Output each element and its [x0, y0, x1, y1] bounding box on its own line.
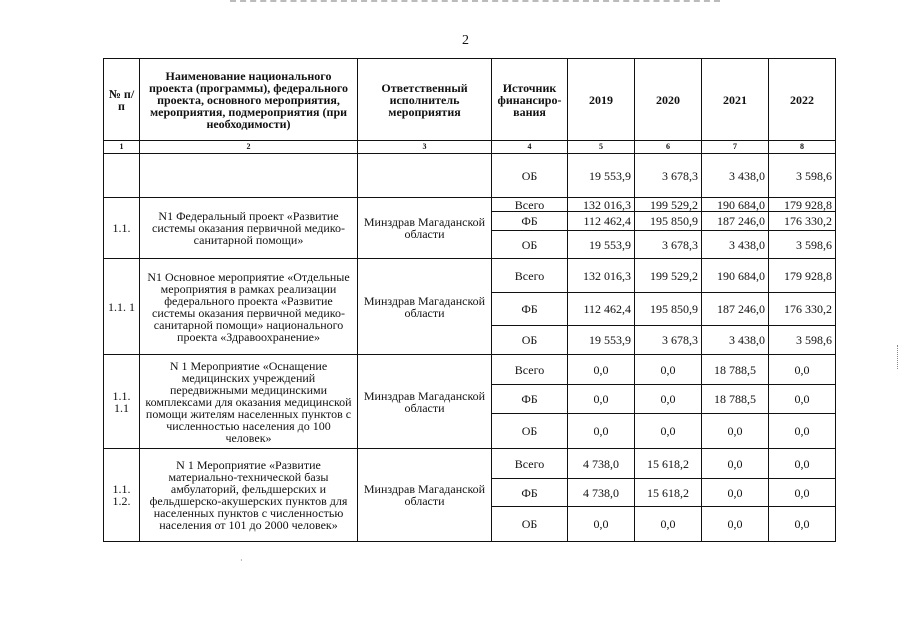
header-year: 2019 [568, 59, 635, 141]
row-no [104, 154, 140, 198]
value-cell: 15 618,2 [635, 479, 702, 507]
value-cell: 18 788,5 [702, 355, 769, 385]
column-index: 3 [358, 141, 492, 154]
value-cell: 0,0 [702, 449, 769, 479]
value-cell: 199 529,2 [635, 198, 702, 212]
header-no: № п/п [104, 59, 140, 141]
row-source: Всего [492, 355, 568, 385]
value-cell: 199 529,2 [635, 259, 702, 293]
value-cell: 19 553,9 [568, 154, 635, 198]
table-header-row [104, 59, 836, 141]
scan-artifact-line [230, 0, 720, 4]
row-source: ФБ [492, 212, 568, 231]
header-year: 2020 [635, 59, 702, 141]
column-index: 6 [635, 141, 702, 154]
value-cell: 0,0 [635, 385, 702, 414]
scan-speck: · [240, 556, 243, 565]
value-cell: 0,0 [568, 507, 635, 542]
value-cell: 0,0 [769, 385, 836, 414]
header-year: 2022 [769, 59, 836, 141]
financing-table [103, 58, 836, 542]
value-cell: 3 598,6 [769, 231, 836, 259]
value-cell: 132 016,3 [568, 198, 635, 212]
row-source: ФБ [492, 385, 568, 414]
value-cell: 4 738,0 [568, 479, 635, 507]
value-cell: 0,0 [769, 355, 836, 385]
row-executor: Минздрав Магаданской области [358, 259, 492, 355]
value-cell: 3 598,6 [769, 154, 836, 198]
value-cell: 176 330,2 [769, 293, 836, 326]
value-cell: 0,0 [769, 414, 836, 449]
row-source: Всего [492, 259, 568, 293]
table-row [104, 355, 836, 385]
row-no: 1.1. 1.2. [104, 449, 140, 542]
column-index: 7 [702, 141, 769, 154]
table-row [104, 259, 836, 293]
row-source: ФБ [492, 479, 568, 507]
value-cell: 112 462,4 [568, 293, 635, 326]
value-cell: 0,0 [702, 479, 769, 507]
column-index: 5 [568, 141, 635, 154]
value-cell: 179 928,8 [769, 259, 836, 293]
column-index: 8 [769, 141, 836, 154]
value-cell: 4 738,0 [568, 449, 635, 479]
header-year: 2021 [702, 59, 769, 141]
row-no: 1.1. 1.1 [104, 355, 140, 449]
row-source: ФБ [492, 293, 568, 326]
column-index-row [104, 141, 836, 154]
column-index: 1 [104, 141, 140, 154]
header-source: Источник финансиро-вания [492, 59, 568, 141]
table-row [104, 198, 836, 212]
value-cell: 176 330,2 [769, 212, 836, 231]
value-cell: 132 016,3 [568, 259, 635, 293]
value-cell: 112 462,4 [568, 212, 635, 231]
table-row [104, 449, 836, 479]
column-index: 4 [492, 141, 568, 154]
row-source: ОБ [492, 507, 568, 542]
value-cell: 3 678,3 [635, 231, 702, 259]
value-cell: 0,0 [702, 414, 769, 449]
row-source: ОБ [492, 231, 568, 259]
value-cell: 0,0 [568, 414, 635, 449]
row-executor: Минздрав Магаданской области [358, 198, 492, 259]
value-cell: 0,0 [568, 355, 635, 385]
value-cell: 15 618,2 [635, 449, 702, 479]
row-source: ОБ [492, 154, 568, 198]
row-executor: Минздрав Магаданской области [358, 355, 492, 449]
value-cell: 0,0 [635, 507, 702, 542]
value-cell: 3 678,3 [635, 326, 702, 355]
value-cell: 195 850,9 [635, 212, 702, 231]
page-number: 2 [462, 33, 469, 48]
row-no: 1.1. [104, 198, 140, 259]
value-cell: 3 678,3 [635, 154, 702, 198]
row-executor: Минздрав Магаданской области [358, 449, 492, 542]
value-cell: 195 850,9 [635, 293, 702, 326]
value-cell: 190 684,0 [702, 259, 769, 293]
value-cell: 190 684,0 [702, 198, 769, 212]
value-cell: 187 246,0 [702, 293, 769, 326]
row-name: N1 Основное мероприятие «Отдельные мероприятия в рамках реализации федерального проекта «Развитие системы оказания первичной медико-санитарной помощи» национального проекта «Здравоохранение» [140, 259, 358, 355]
value-cell: 0,0 [702, 507, 769, 542]
row-executor [358, 154, 492, 198]
row-name: N 1 Мероприятие «Развитие материально-технической базы амбулаторий, фельдшерских и фельдшерско-акушерских пунктов для населенных пунктов с численностью населения от 101 до 2000 человек» [140, 449, 358, 542]
header-name: Наименование национального проекта (программы), федерального проекта, основного мероприятия, мероприятия, подмероприятия (при необходимости) [140, 59, 358, 141]
value-cell: 179 928,8 [769, 198, 836, 212]
value-cell: 0,0 [635, 355, 702, 385]
table-row [104, 154, 836, 198]
column-index: 2 [140, 141, 358, 154]
value-cell: 3 438,0 [702, 326, 769, 355]
row-source: ОБ [492, 326, 568, 355]
value-cell: 0,0 [769, 507, 836, 542]
value-cell: 3 598,6 [769, 326, 836, 355]
value-cell: 0,0 [769, 449, 836, 479]
value-cell: 0,0 [635, 414, 702, 449]
row-source: ОБ [492, 414, 568, 449]
value-cell: 3 438,0 [702, 231, 769, 259]
scan-dots [897, 345, 902, 369]
row-name: N1 Федеральный проект «Развитие системы оказания первичной медико-санитарной помощи» [140, 198, 358, 259]
header-executor: Ответственный исполнитель мероприятия [358, 59, 492, 141]
value-cell: 187 246,0 [702, 212, 769, 231]
row-source: Всего [492, 198, 568, 212]
value-cell: 19 553,9 [568, 231, 635, 259]
row-name: N 1 Мероприятие «Оснащение медицинских учреждений передвижными медицинскими комплексами для оказания медицинской помощи жителям населенных пунктов с численностью населения до 100 человек» [140, 355, 358, 449]
row-source: Всего [492, 449, 568, 479]
value-cell: 19 553,9 [568, 326, 635, 355]
row-name [140, 154, 358, 198]
value-cell: 3 438,0 [702, 154, 769, 198]
row-no: 1.1. 1 [104, 259, 140, 355]
value-cell: 0,0 [568, 385, 635, 414]
value-cell: 18 788,5 [702, 385, 769, 414]
value-cell: 0,0 [769, 479, 836, 507]
